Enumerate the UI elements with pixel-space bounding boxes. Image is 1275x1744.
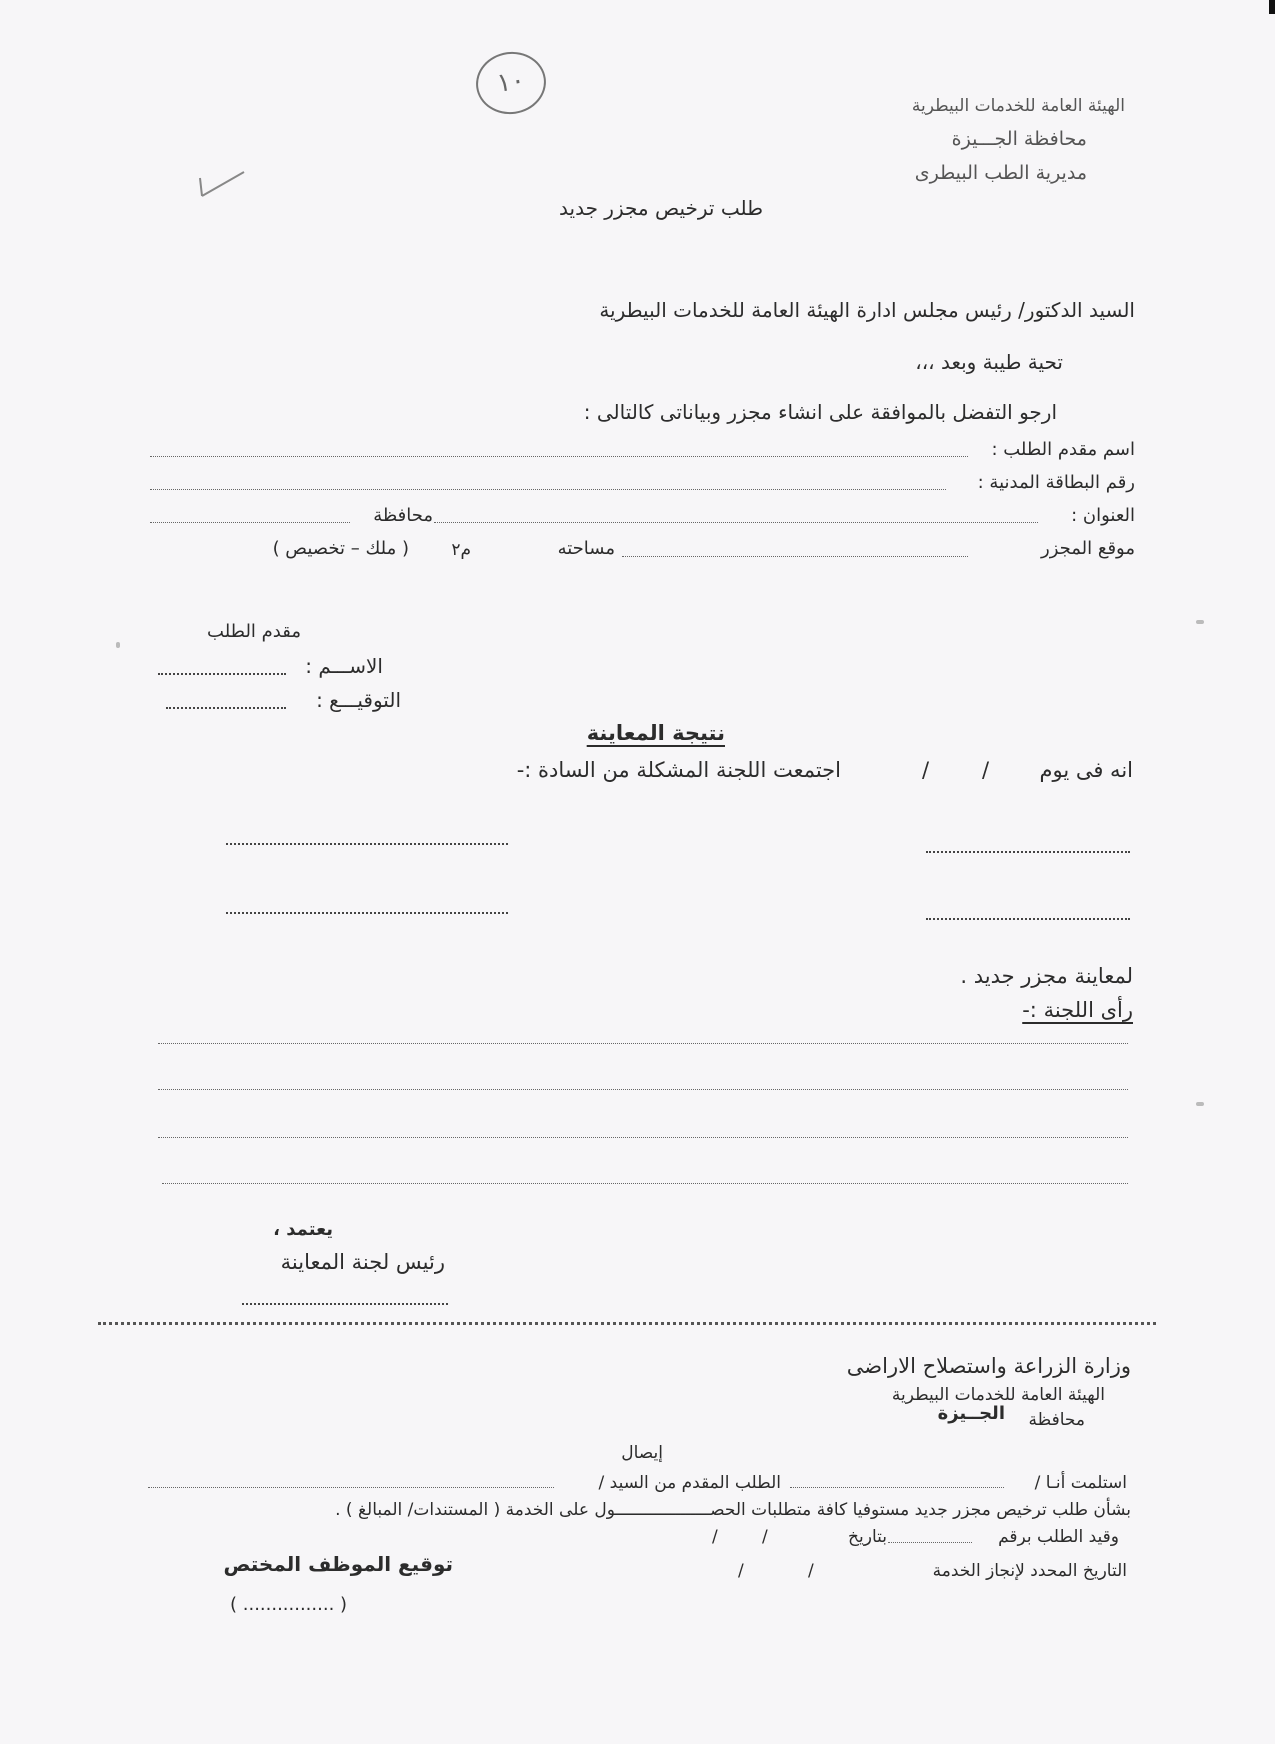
completion-date-slash-2: / (738, 1561, 744, 1581)
receipt-date-slash-2: / (712, 1527, 718, 1547)
page-number-circle: ١٠ (472, 47, 550, 118)
greeting: تحية طيبة وبعد ،،، (915, 350, 1063, 374)
date-slash-1: / (982, 758, 990, 782)
form-title: طلب ترخيص مجزر جديد (559, 196, 763, 220)
member-line-4[interactable] (926, 918, 1130, 920)
address-governorate-line[interactable] (150, 522, 350, 523)
employee-signature-box[interactable]: ( ................ ) (230, 1594, 348, 1615)
date-slash-2: / (922, 758, 930, 782)
opinion-line-4[interactable] (162, 1183, 1128, 1184)
address-line[interactable] (434, 522, 1038, 523)
receipt-registration-line[interactable] (888, 1542, 972, 1543)
ownership-options: ( ملك – تخصيص ) (272, 538, 409, 559)
receipt-authority: الهيئة العامة للخدمات البيطرية (891, 1385, 1105, 1405)
area-label: مساحته (557, 538, 615, 559)
opinion-line-2[interactable] (158, 1089, 1128, 1090)
member-line-2[interactable] (926, 851, 1130, 853)
applicant-name-line[interactable] (150, 456, 968, 457)
employee-signature-label: توقيع الموظف المختص (223, 1552, 453, 1576)
receipt-applicant-label: الطلب المقدم من السيد / (598, 1473, 781, 1493)
receipt-governorate-name: الجــيزة (937, 1403, 1005, 1424)
opinion-line-1[interactable] (158, 1043, 1128, 1044)
applicant-signature-label: التوقيـــع : (316, 688, 401, 712)
inspection-purpose: لمعاينة مجزر جديد . (960, 964, 1133, 988)
committee-chair-label: رئيس لجنة المعاينة (280, 1250, 445, 1274)
address-label: العنوان : (1071, 505, 1135, 526)
inspection-title: نتيجة المعاينة (586, 721, 725, 745)
addressee: السيد الدكتور/ رئيس مجلس ادارة الهيئة العامة للخدمات البيطرية (599, 298, 1135, 322)
chair-signature-line[interactable] (242, 1303, 448, 1305)
receipt-ministry: وزارة الزراعة واستصلاح الاراضى (846, 1354, 1131, 1378)
check-mark-icon (198, 168, 248, 198)
area-unit: م٢ (451, 540, 471, 560)
site-line[interactable] (622, 556, 968, 557)
applicant-block-title: مقدم الطلب (207, 621, 301, 642)
request-line: ارجو التفضل بالموافقة على انشاء مجزر وبياناتى كالتالى : (583, 400, 1057, 424)
cut-separator (98, 1322, 1156, 1325)
header-authority: الهيئة العامة للخدمات البيطرية (911, 96, 1125, 116)
receipt-registration-label: وقيد الطلب برقم (998, 1527, 1119, 1547)
receipt-date-slash-1: / (762, 1527, 768, 1547)
receipt-governorate-prefix: محافظة (1028, 1410, 1085, 1430)
receipt-completion-date-label: التاريخ المحدد لإنجاز الخدمة (932, 1561, 1127, 1581)
receipt-date-label: بتاريخ (848, 1527, 887, 1547)
member-line-1[interactable] (226, 843, 508, 845)
committee-members-label: اجتمعت اللجنة المشكلة من السادة :- (516, 758, 841, 782)
scan-edge-mark (1269, 0, 1275, 14)
applicant-signature-line[interactable] (166, 707, 286, 709)
receipt-subject: بشأن طلب ترخيص مجزر جديد مستوفيا كافة متطلبات الحصـــــــــــــــــــول على الخدمة ( المستندات/ المبالغ ) . (335, 1500, 1131, 1520)
approval-label: يعتمد ، (273, 1219, 333, 1240)
header-governorate: محافظة الجـــيزة (951, 128, 1087, 150)
opinion-line-3[interactable] (158, 1137, 1128, 1138)
national-id-line[interactable] (150, 489, 946, 490)
receipt-received-by-line[interactable] (790, 1487, 1004, 1488)
inspection-meeting-label: انه فى يوم (1039, 758, 1133, 782)
header-directorate: مديرية الطب البيطرى (914, 162, 1087, 184)
receipt-applicant-line[interactable] (148, 1487, 554, 1488)
site-label: موقع المجزر (1041, 538, 1135, 559)
scan-speck (1196, 620, 1204, 624)
completion-date-slash-1: / (808, 1561, 814, 1581)
scan-speck (116, 642, 120, 648)
applicant-name-label: اسم مقدم الطلب : (991, 439, 1135, 460)
applicant-name-field-label: الاســـم : (305, 654, 383, 678)
governorate-label: محافظة (373, 505, 433, 526)
committee-opinion-label: رأى اللجنة :- (1022, 998, 1133, 1022)
receipt-title: إيصال (621, 1443, 663, 1463)
applicant-name-field-line[interactable] (158, 673, 286, 675)
member-line-3[interactable] (226, 912, 508, 914)
scan-speck (1196, 1102, 1204, 1106)
national-id-label: رقم البطاقة المدنية : (977, 472, 1135, 493)
receipt-received-by-label: استلمت أنـا / (1034, 1473, 1127, 1493)
